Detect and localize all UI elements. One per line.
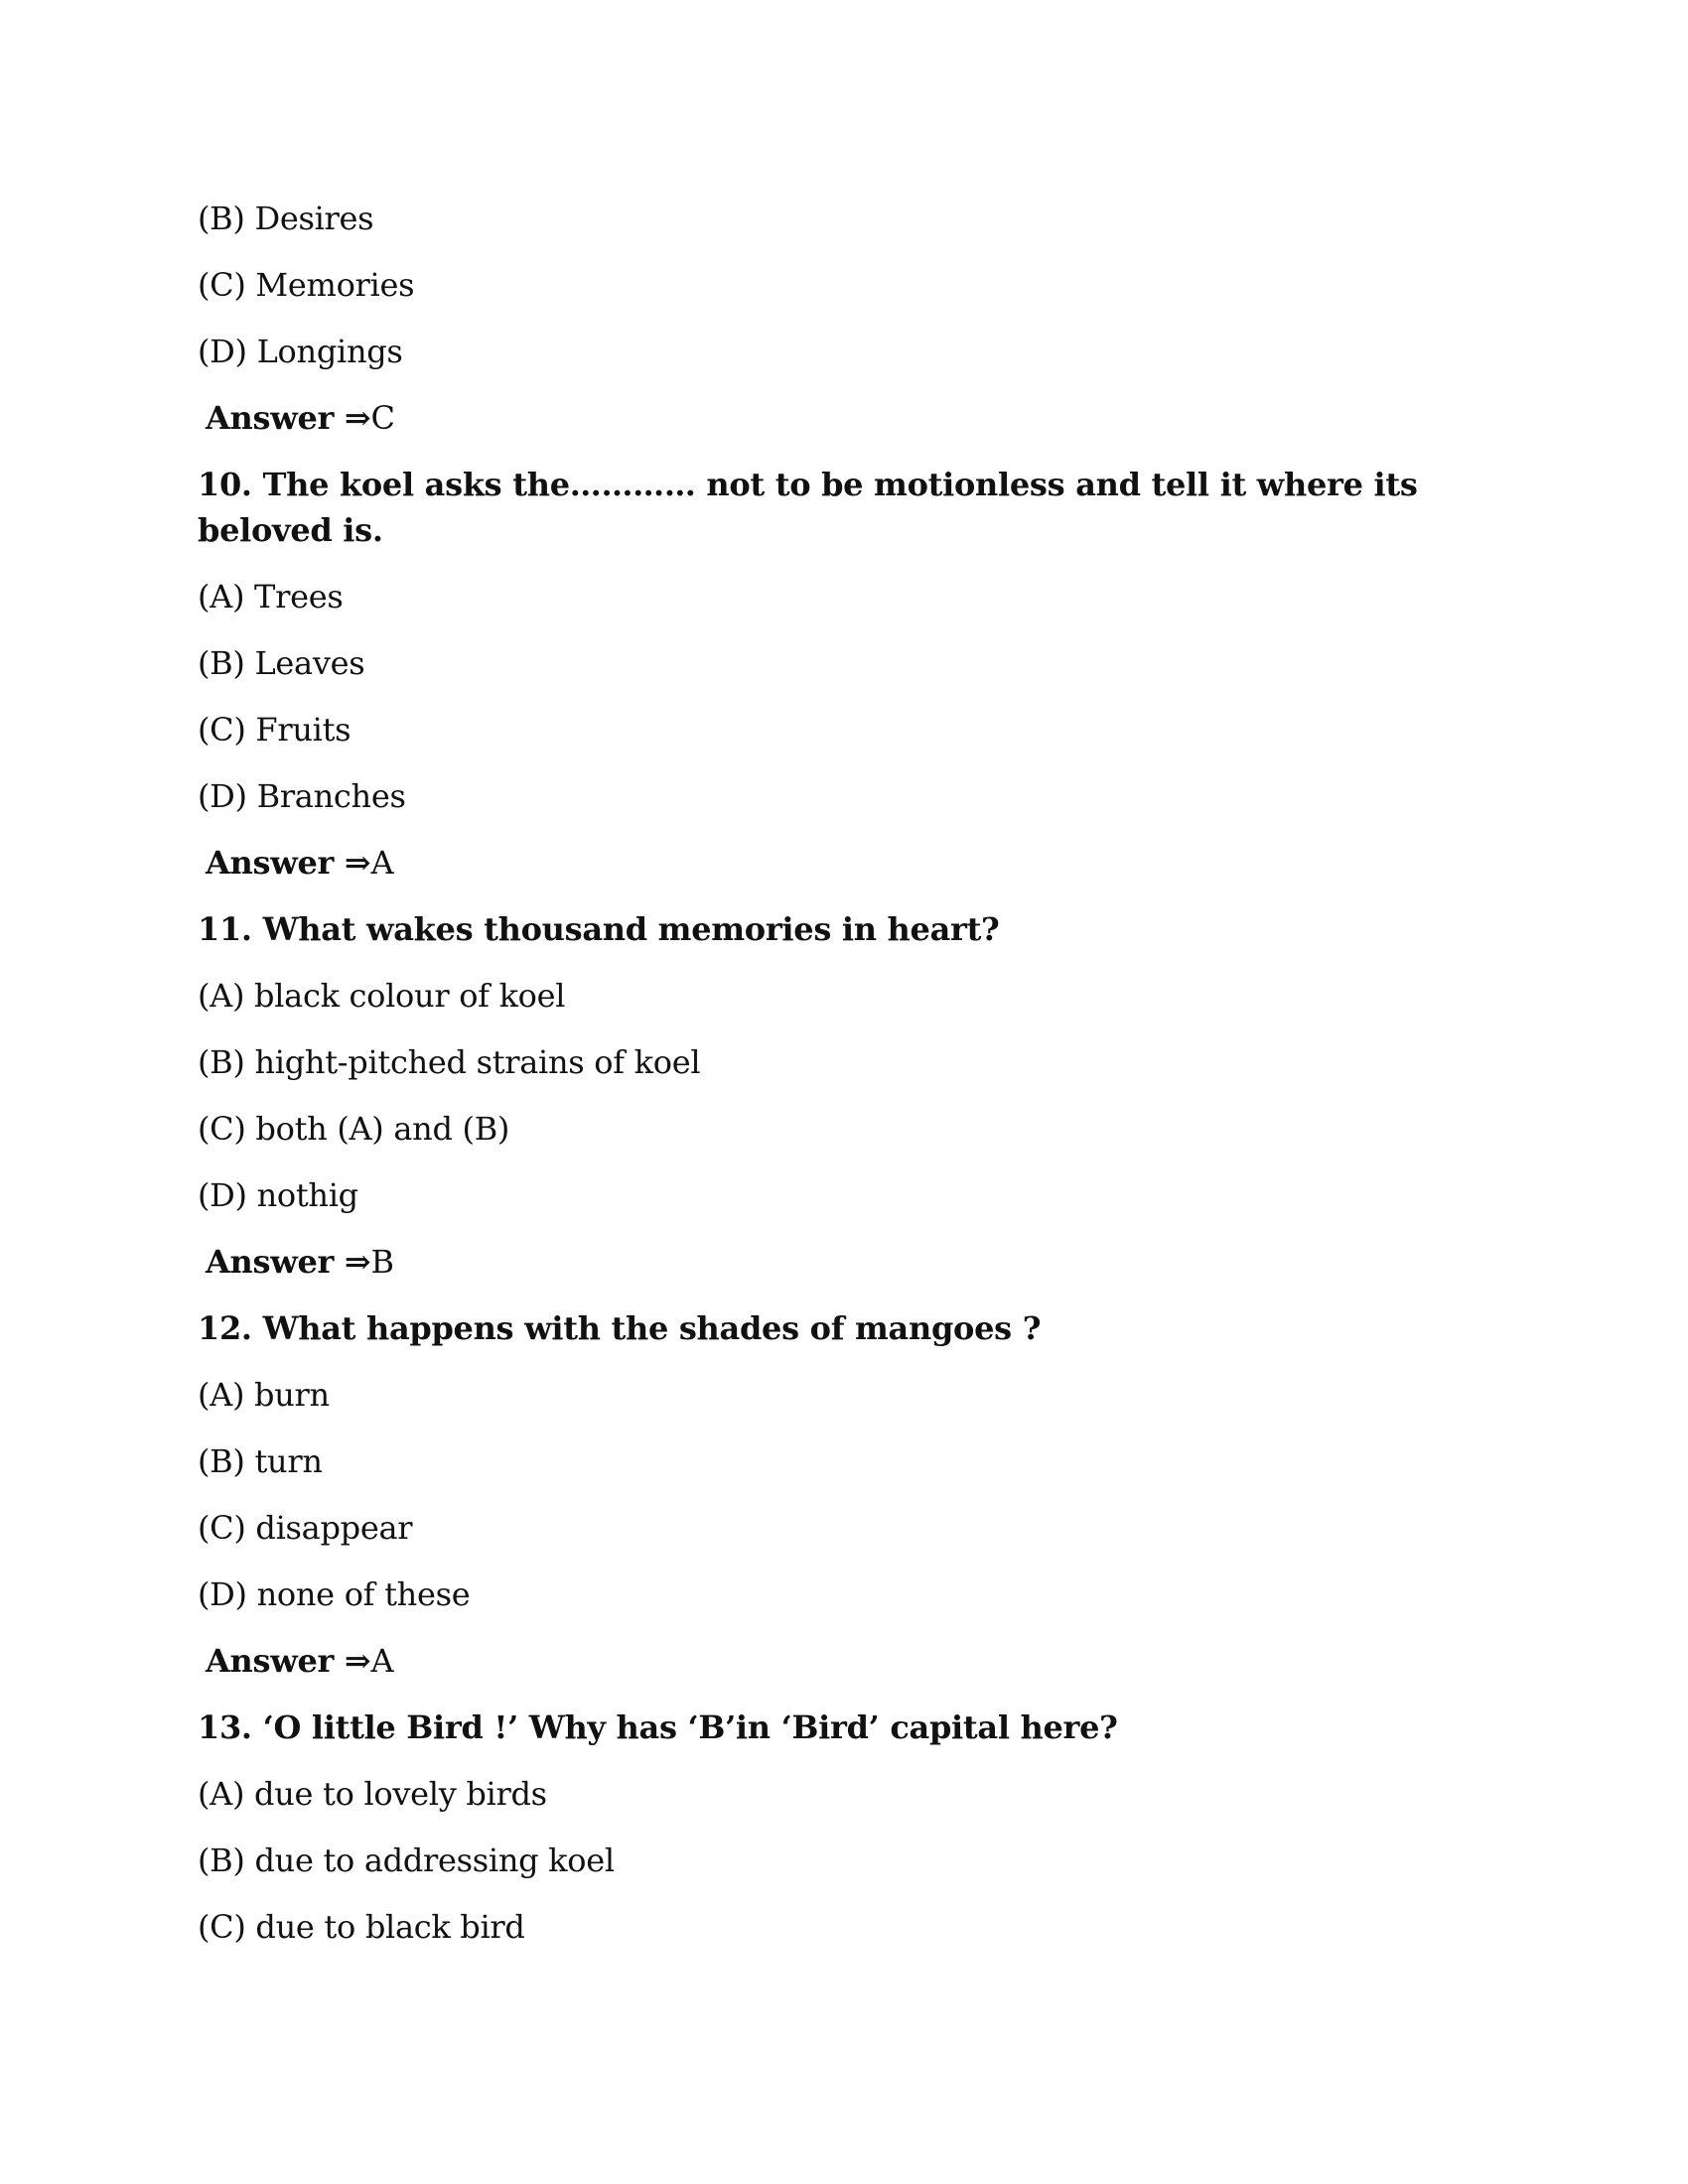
answer-label: Answer ⇒	[206, 1243, 371, 1281]
answer-value: B	[370, 1243, 394, 1281]
option-line: (D) none of these	[198, 1575, 471, 1613]
option-line: (D) Longings	[198, 333, 403, 370]
answer-label: Answer ⇒	[206, 1642, 371, 1680]
answer-value: A	[370, 1642, 394, 1680]
option-line: (B) Leaves	[198, 644, 365, 682]
question-10: 10. The koel asks the………… not to be motionless and tell it where its beloved is.	[198, 466, 1418, 549]
answer-value: A	[370, 844, 394, 882]
option-line: (C) Fruits	[198, 711, 352, 749]
option-line: (A) black colour of koel	[198, 977, 566, 1015]
option-line: (D) nothig	[198, 1176, 358, 1214]
option-line: (A) Trees	[198, 578, 344, 615]
answer-line	[206, 840, 393, 886]
answer-line	[206, 395, 395, 441]
option-line: (B) due to addressing koel	[198, 1842, 615, 1879]
answer-line	[206, 1239, 394, 1285]
answer-label: Answer ⇒	[206, 844, 371, 882]
answer-line	[206, 1638, 393, 1684]
option-line: (B) turn	[198, 1442, 323, 1480]
question-13: 13. ‘O little Bird !’ Why has ‘B’in ‘Bird’ capital here?	[198, 1708, 1118, 1746]
option-line: (B) hight-pitched strains of koel	[198, 1043, 701, 1081]
question-11: 11. What wakes thousand memories in heart?	[198, 910, 1000, 948]
option-line: (A) due to lovely birds	[198, 1775, 547, 1813]
option-line: (C) disappear	[198, 1509, 413, 1547]
option-line: (B) Desires	[198, 200, 374, 237]
option-line: (C) Memories	[198, 266, 415, 304]
option-line: (D) Branches	[198, 777, 406, 815]
answer-value: C	[370, 399, 395, 437]
option-line: (C) due to black bird	[198, 1908, 525, 1946]
answer-label: Answer ⇒	[206, 399, 371, 437]
question-12: 12. What happens with the shades of mangoes ?	[198, 1309, 1042, 1347]
option-line: (A) burn	[198, 1376, 330, 1414]
option-line: (C) both (A) and (B)	[198, 1110, 510, 1148]
